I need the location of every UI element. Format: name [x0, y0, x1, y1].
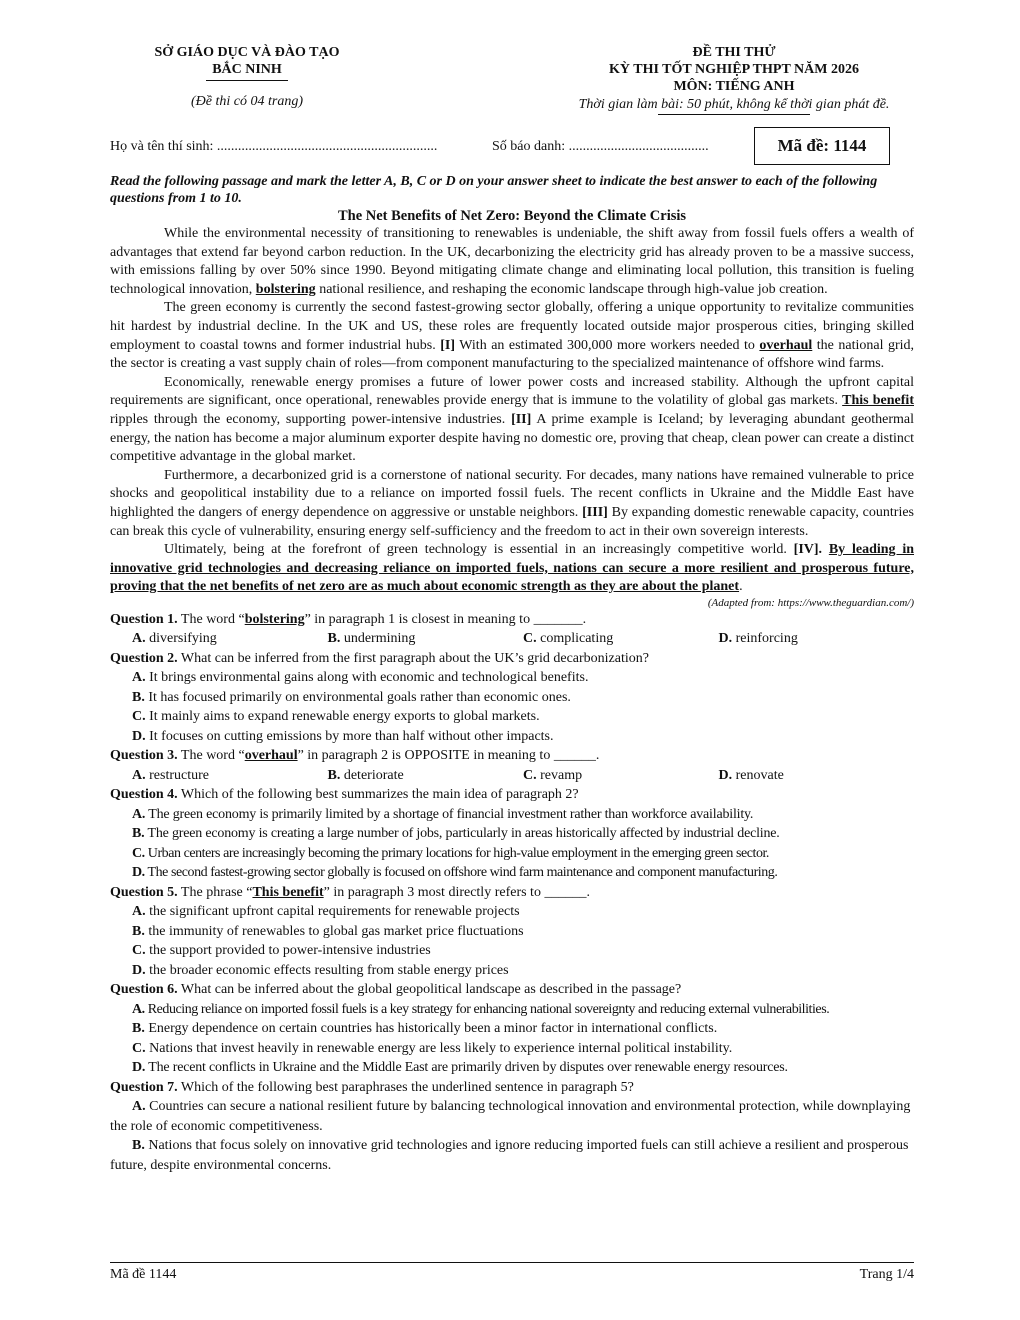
option-a: A. The green economy is primarily limited by a shortage of financial investment rather than workforce availability. [132, 806, 754, 822]
passage-title: The Net Benefits of Net Zero: Beyond the Climate Crisis [337, 208, 687, 224]
marker-ii: [II] [511, 411, 532, 427]
exam-name: KỲ THI TỐT NGHIỆP THPT NĂM 2026 [609, 62, 859, 77]
question-3: Question 3. The word “overhaul” in paragraph 2 is OPPOSITE in meaning to ______. [110, 748, 600, 764]
department-name: SỞ GIÁO DỤC VÀ ĐÀO TẠO [154, 45, 340, 60]
option-c: C. It mainly aims to expand renewable energy exports to global markets. [132, 709, 540, 725]
page-count-note: (Đề thi có 04 trang) [191, 94, 303, 109]
option-a: A. the significant upfront capital requirements for renewable projects [132, 904, 520, 920]
marker-i: [I] [440, 337, 456, 353]
marker-iv: [IV]. [793, 542, 823, 558]
option-b: B. The green economy is creating a large number of jobs, particularly in areas historically affected by industrial decline. [132, 826, 780, 842]
option-d: D. the broader economic effects resulting from stable energy prices [132, 962, 509, 978]
option-d: D. The second fastest-growing sector globally is focused on offshore wind farm maintenance and component manufacturing. [132, 865, 778, 881]
marker-iii: [III] [582, 504, 608, 520]
footer-exam-code: Mã đề 1144 [110, 1267, 177, 1282]
exam-code-box: Mã đề: 1144 [754, 127, 890, 165]
option-c: C. Urban centers are increasingly becoming the primary locations for high-value employment in the emerging green sector. [132, 845, 769, 861]
paragraph-5: Ultimately, being at the forefront of green technology is essential in an increasingly competitive world. [IV]. By leading in innovative grid technologies and decreasing reliance on imported fuels, nations can secure a more resilient and prosperous future, proving that the net benefits of net zero are as much about economic strength as they are about the planet. [110, 542, 915, 595]
question-1: Question 1. The word “bolstering” in paragraph 1 is closest in meaning to _______. [110, 611, 587, 627]
option-d: D. It focuses on cutting emissions by more than half without other impacts. [132, 728, 554, 744]
option-a: A. Countries can secure a national resilient future by balancing technological innovation and environmental protection, while downplaying the role of economic competitiveness. [110, 1099, 911, 1134]
option-d: D. The recent conflicts in Ukraine and the Middle East are primarily driven by disputes over renewable energy resources. [132, 1060, 788, 1076]
candidate-id-field: Số báo danh: ........................................ [492, 139, 709, 154]
option-b: B. undermining [327, 631, 416, 647]
question-7: Question 7. Which of the following best paraphrases the underlined sentence in paragraph 5? [110, 1079, 634, 1095]
paragraph-4: Furthermore, a decarbonized grid is a cornerstone of national security. For decades, many nations have remained vulnerable to price shocks and geopolitical instability due to a reliance on imported fossil fuels. The recent conflicts in Ukraine and the Middle East have highlighted the dangers of energy dependence on aggressive or unstable neighbors. [III] By expanding domestic renewable capacity, countries can break this cycle of vulnerability, ensuring energy self-sufficiency and the freedom to act in their own sovereign interests. [110, 467, 914, 539]
time-divider [658, 114, 810, 115]
keyword-overhaul: overhaul [759, 337, 813, 353]
header-divider [206, 80, 288, 81]
exam-title-block [504, 44, 964, 115]
option-b: B. Energy dependence on certain countries has historically been a minor factor in international conflicts. [132, 1021, 718, 1037]
page-footer [110, 1262, 914, 1283]
department-block [102, 44, 392, 115]
source-note: (Adapted from: https://www.theguardian.com/) [707, 596, 914, 609]
option-c: C. complicating [523, 631, 614, 647]
question-6: Question 6. What can be inferred about the global geopolitical landscape as described in the passage? [110, 982, 682, 998]
option-b: B. deteriorate [327, 767, 404, 783]
exam-subject: MÔN: TIẾNG ANH [673, 79, 795, 94]
underlined-sentence: By leading in innovative grid technologies and decreasing reliance on imported fuels, nations can secure a more resilient and prosperous future, proving that the net benefits of net zero are as much about economic strength as they are about the planet [110, 542, 915, 595]
option-b: B. Nations that focus solely on innovative grid technologies and ignore reducing imported fuels can still achieve a resilient and prosperous future, despite environmental concerns. [110, 1138, 909, 1173]
option-b: B. the immunity of renewables to global gas market price fluctuations [132, 923, 524, 939]
option-c: C. Nations that invest heavily in renewable energy are less likely to experience internal political instability. [132, 1040, 733, 1056]
option-c: C. revamp [523, 767, 583, 783]
question-3-options [110, 766, 914, 786]
option-a: A. It brings environmental gains along with economic and technological benefits. [132, 670, 589, 686]
paragraph-1: While the environmental necessity of transitioning to renewables is undeniable, the shift away from fossil fuels offers a wealth of advantages that extend far beyond carbon reduction. In the UK, decarbonizing the electricity grid has already proven to be a massive success, with emissions falling by over 50% since 1990. Beyond mitigating climate change and eliminating local pollution, this transition is fueling technological innovation, bolstering national resilience, and reshaping the economic landscape through high-value job creation. [110, 226, 914, 297]
option-a: A. Reducing reliance on imported fossil fuels is a key strategy for enhancing national sovereignty and reducing external vulnerabilities. [132, 1001, 830, 1017]
candidate-name-field: Họ và tên thí sinh: ............................................................... [110, 139, 438, 154]
province-name: BẮC NINH [212, 62, 282, 77]
option-d: D. reinforcing [718, 631, 798, 647]
option-c: C. the support provided to power-intensive industries [132, 943, 431, 959]
keyword-bolstering: bolstering [255, 281, 316, 297]
instruction: Read the following passage and mark the letter A, B, C or D on your answer sheet to indicate the best answer to each of the following questions from 1 to 10. [110, 174, 878, 206]
question-1-options [110, 629, 914, 649]
question-5: Question 5. The phrase “This benefit” in paragraph 3 most directly refers to ______. [110, 884, 590, 900]
exam-page [110, 44, 914, 1175]
keyword-this-benefit: This benefit [842, 393, 914, 409]
paragraph-3: Economically, renewable energy promises a future of lower power costs and increased stability. Although the upfront capital requirements are significant, once operational, renewables provide energy that is immune to the volatility of global gas markets. This benefit ripples through the economy, supporting power-intensive industries. [II] A prime example is Iceland; by leveraging abundant geothermal energy, the nation has become a major aluminum exporter despite having no domestic ore, proving that cheap, clean power can create a distinct competitive advantage in the global market. [110, 374, 914, 465]
question-4: Question 4. Which of the following best summarizes the main idea of paragraph 2? [110, 787, 579, 803]
option-d: D. renovate [718, 767, 784, 783]
exam-header [110, 44, 914, 115]
question-2: Question 2. What can be inferred from the first paragraph about the UK’s grid decarbonization? [110, 650, 649, 666]
option-b: B. It has focused primarily on environmental goals rather than economic ones. [132, 689, 571, 705]
paragraph-2: The green economy is currently the second fastest-growing sector globally, offering a unique opportunity to revitalize communities hit hardest by industrial decline. In the UK and US, these roles are frequently located outside major prosperous cities, bringing skilled employment to coastal towns and former industrial hubs. [I] With an estimated 300,000 more workers needed to overhaul the national grid, the sector is creating a vast supply chain of roles—from component manufacturing to the specialized maintenance of offshore wind farms. [110, 300, 915, 372]
page-number: Trang 1/4 [859, 1267, 914, 1282]
option-a: A. diversifying [132, 631, 217, 647]
candidate-info [110, 127, 914, 167]
option-a: A. restructure [132, 767, 209, 783]
exam-type: ĐỀ THI THỬ [692, 45, 776, 60]
time-note: Thời gian làm bài: 50 phút, không kể thời gian phát đề. [578, 97, 890, 112]
